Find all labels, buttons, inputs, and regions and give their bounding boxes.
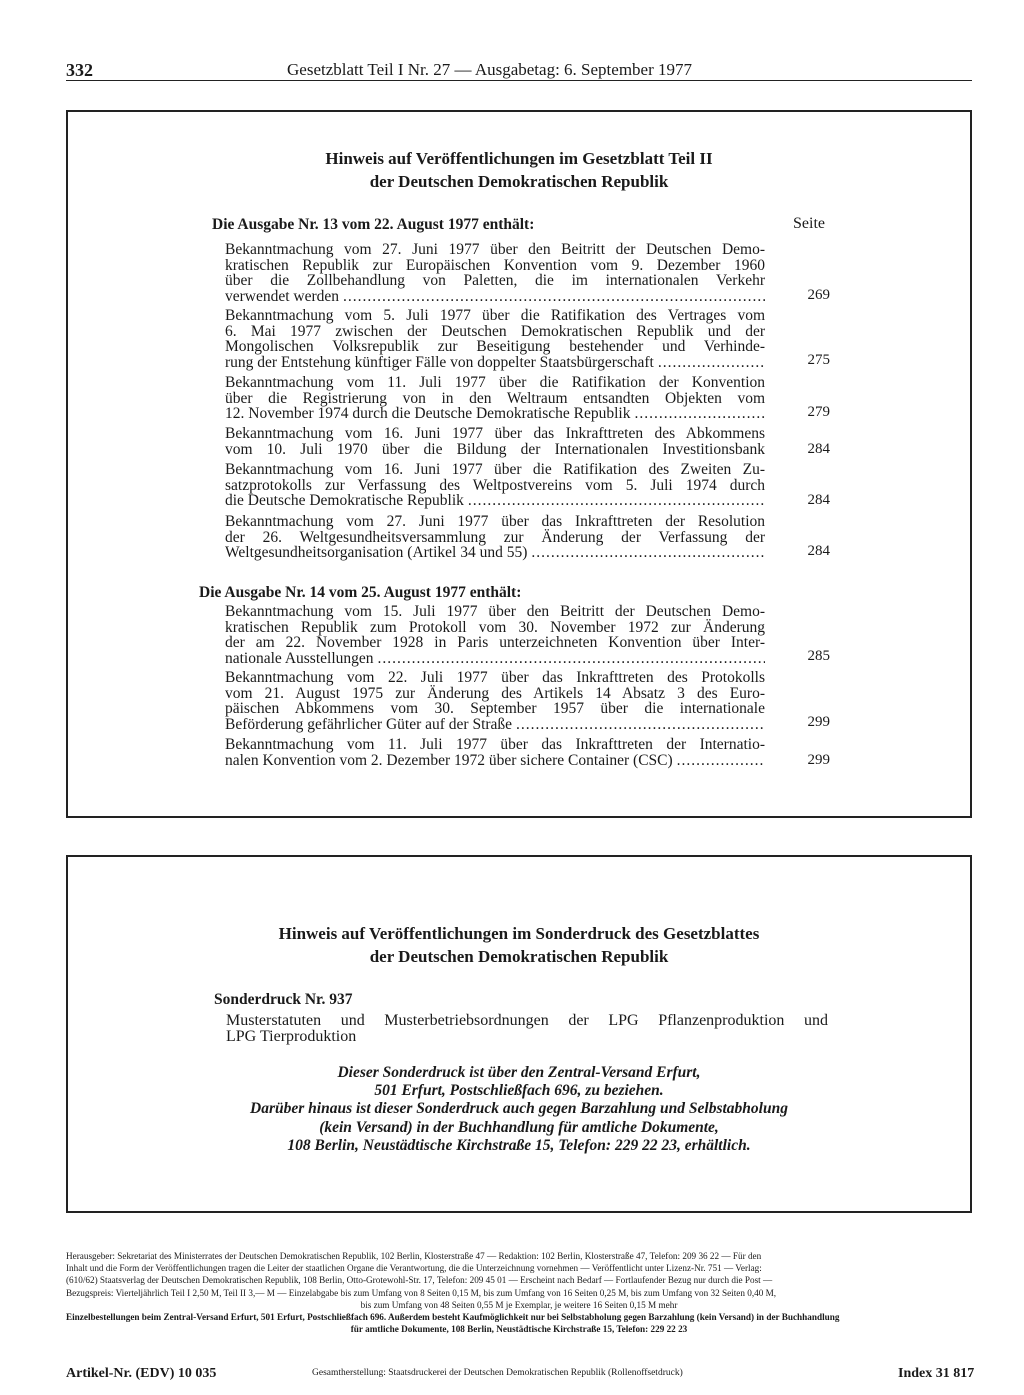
notice-box-teil-ii <box>66 110 972 818</box>
imprint-line: Herausgeber: Sekretariat des Ministerrates der Deutschen Demokratischen Republik, 102 Berlin, Klosterstraße 47 — Redaktion: 102 Berlin, Klosterstraße 47, Telefon: 209 36 22 — Für den <box>66 1251 762 1261</box>
entry-13-5 <box>225 462 765 509</box>
page-ref: 275 <box>807 352 830 368</box>
note-line: Darüber hinaus ist dieser Sonderdruck auch gegen Barzahlung und Selbstabholung <box>250 1100 788 1118</box>
entry-last-line <box>225 545 765 561</box>
leader-dots <box>677 753 765 769</box>
entry-line: Bekanntmachung vom 11. Juli 1977 über die Ratifikation der Konvention <box>225 374 765 391</box>
page-header <box>66 58 972 81</box>
entry-14-2 <box>225 670 765 732</box>
entry-last-text: nationale Ausstellungen <box>225 649 374 667</box>
article-number: Artikel-Nr. (EDV) 10 035 <box>66 1366 217 1381</box>
sonderdruck-line: LPG Tierproduktion <box>226 1027 357 1045</box>
entry-13-4 <box>225 426 765 457</box>
entry-last-text: nalen Konvention vom 2. Dezember 1972 über sichere Container (CSC) <box>225 751 673 769</box>
imprint-bold-line: Einzelbestellungen beim Zentral-Versand Erfurt, 501 Erfurt, Postschließfach 696. Außerdem besteht Kaufmöglichkeit nur bei Selbstabholung gegen Barzahlung (kein Versand) in der Buchhandlung <box>66 1312 840 1323</box>
leader-dots <box>468 493 765 509</box>
gazette-title: Gesetzblatt Teil I Nr. 27 — Ausgabetag: 6. September 1977 <box>287 60 692 79</box>
page-ref: 279 <box>807 404 830 420</box>
imprint-line: Bezugspreis: Vierteljährlich Teil I 2,50 M, Teil II 3,— M — Einzelabgabe bis zum Umfang von 8 Seiten 0,15 M, bis zum Umfang von 16 Seiten 0,25 M, bis zum Umfang von 32 Seiten 0,40 M, <box>66 1287 777 1298</box>
issue-13-title: Die Ausgabe Nr. 13 vom 22. August 1977 enthält: <box>212 216 535 233</box>
page-ref: 284 <box>807 543 830 559</box>
entry-last-text: Beförderung gefährlicher Güter auf der Straße <box>225 715 513 733</box>
entry-line: der 26. Weltgesundheitsversammlung zur Änderung der Verfassung der <box>225 528 765 546</box>
index-number: Index 31 817 <box>898 1366 975 1381</box>
entry-line: 6. Mai 1977 zwischen der Deutschen Demokratischen Republik und der <box>225 322 765 340</box>
box1-heading-line1: Hinweis auf Veröffentlichungen im Gesetzblatt Teil II <box>325 149 713 168</box>
page-number: 332 <box>66 60 93 80</box>
distribution-note <box>68 1064 970 1155</box>
entry-line: päischen Abkommens vom 30. September 1957 über die internationale <box>225 700 765 718</box>
entry-line: der am 22. November 1928 in Paris unterzeichneten Konvention über Inter- <box>225 634 765 652</box>
note-line: 108 Berlin, Neustädtische Kirchstraße 15, Telefon: 229 22 23, erhältlich. <box>287 1136 751 1154</box>
seite-label: Seite <box>793 215 825 232</box>
entry-line: Bekanntmachung vom 11. Juli 1977 über das Inkrafttreten der Internatio- <box>225 736 765 753</box>
box1-heading-line2: der Deutschen Demokratischen Republik <box>369 172 669 191</box>
entry-line: Bekanntmachung vom 27. Juni 1977 über das Inkrafttreten der Resolution <box>225 513 765 530</box>
sonderdruck-description <box>226 1013 828 1044</box>
issue-14-title: Die Ausgabe Nr. 14 vom 25. August 1977 enthält: <box>199 584 522 601</box>
page-ref: 299 <box>807 714 830 730</box>
entry-line: Bekanntmachung vom 15. Juli 1977 über den Beitritt der Deutschen Demo- <box>225 603 765 620</box>
box2-heading-line2: der Deutschen Demokratischen Republik <box>369 947 669 966</box>
imprint <box>66 1250 972 1335</box>
printer-info: Gesamtherstellung: Staatsdruckerei der Deutschen Demokratischen Republik (Rollenoffsetdruck) <box>312 1368 683 1378</box>
entry-last-line <box>225 355 765 371</box>
entry-last-line <box>225 651 765 667</box>
entry-last-line <box>225 406 765 422</box>
entry-line: kratischen Republik zum Protokoll vom 30. November 1972 zur Änderung <box>225 618 765 636</box>
imprint-bold-centered-line: für amtliche Dokumente, 108 Berlin, Neustädtische Kirchstraße 15, Telefon: 229 22 23 <box>350 1324 688 1335</box>
entry-last-line <box>225 717 765 733</box>
entry-last-text: Weltgesundheitsorganisation (Artikel 34 und 55) <box>225 544 528 562</box>
leader-dots <box>516 717 765 733</box>
page-ref: 284 <box>807 492 830 508</box>
sonderdruck-line: Musterstatuten und Musterbetriebsordnungen der LPG Pflanzenproduktion und <box>226 1012 828 1029</box>
sonderdruck-title: Sonderdruck Nr. 937 <box>214 991 353 1008</box>
leader-dots <box>634 406 765 422</box>
page-ref: 285 <box>807 648 830 664</box>
imprint-centered-line: bis zum Umfang von 48 Seiten 0,55 M je Exemplar, je weitere 16 Seiten 0,15 M mehr <box>360 1299 678 1310</box>
entry-line: satzprotokolls zur Verfassung des Weltpostvereins vom 5. Juli 1974 durch <box>225 476 765 494</box>
page-ref: 269 <box>807 287 830 303</box>
entry-line: Mongolischen Volksrepublik zur Beseitigung bestehender und Verhinde- <box>225 338 765 356</box>
entry-line: kratischen Republik zur Europäischen Konvention vom 9. Dezember 1960 <box>225 256 765 274</box>
entry-line: Bekanntmachung vom 16. Juni 1977 über das Inkrafttreten des Abkommens <box>225 425 765 442</box>
entry-13-6 <box>225 514 765 561</box>
entry-14-3 <box>225 737 765 768</box>
entry-line: Bekanntmachung vom 16. Juni 1977 über die Ratifikation des Zweiten Zu- <box>225 461 765 478</box>
entry-13-1 <box>225 242 765 304</box>
entry-line: über die Zollbehandlung von Paletten, die im internationalen Verkehr <box>225 272 765 290</box>
leader-dots <box>658 355 765 371</box>
note-line: (kein Versand) in der Buchhandlung für amtliche Dokumente, <box>319 1118 719 1136</box>
leader-dots <box>343 289 765 305</box>
page-ref: 299 <box>807 752 830 768</box>
entry-14-1 <box>225 604 765 666</box>
entry-13-2 <box>225 308 765 370</box>
imprint-line: (610/62) Staatsverlag der Deutschen Demokratischen Republik, 108 Berlin, Otto-Grotewohl-Str. 17, Telefon: 209 45 01 — Erscheint nach Bedarf — Fortlaufender Bezug nur durch die Post — <box>66 1275 773 1286</box>
entry-last-text: 12. November 1974 durch die Deutsche Demokratische Republik <box>225 405 631 423</box>
leader-dots <box>531 545 765 561</box>
imprint-line: Inhalt und die Form der Veröffentlichungen tragen die Leiter der staatlichen Organe die Verantwortung, die die Unterzeichnung vornehmen — Veröffentlicht unter Lizenz-Nr. 751 — Verlag: <box>66 1263 762 1274</box>
note-line: 501 Erfurt, Postschließfach 696, zu beziehen. <box>374 1082 664 1100</box>
entry-13-3 <box>225 375 765 422</box>
entry-last-line <box>225 493 765 509</box>
entry-line: Bekanntmachung vom 27. Juni 1977 über den Beitritt der Deutschen Demo- <box>225 241 765 258</box>
entry-line: Bekanntmachung vom 5. Juli 1977 über die Ratifikation des Vertrages vom <box>225 307 765 324</box>
entry-last-text: die Deutsche Demokratische Republik <box>225 492 464 510</box>
note-line: Dieser Sonderdruck ist über den Zentral-Versand Erfurt, <box>337 1064 701 1081</box>
entry-line: vom 21. August 1975 zur Änderung des Artikels 14 Absatz 3 des Euro- <box>225 684 765 702</box>
notice-box-sonderdruck <box>66 855 972 1213</box>
entry-line: Bekanntmachung vom 22. Juli 1977 über das Inkrafttreten des Protokolls <box>225 669 765 686</box>
leader-dots <box>378 651 765 667</box>
entry-last-text: rung der Entstehung künftiger Fälle von doppelter Staatsbürgerschaft <box>225 353 654 371</box>
entry-line: vom 10. Juli 1970 über die Bildung der Internationalen Investitionsbank <box>225 440 765 458</box>
page-ref: 284 <box>807 441 830 457</box>
entry-last-line <box>225 289 765 305</box>
entry-last-text: verwendet werden <box>225 287 340 305</box>
box2-heading-line1: Hinweis auf Veröffentlichungen im Sonderdruck des Gesetzblattes <box>278 924 760 943</box>
entry-line: über die Registrierung von in den Weltraum entsandten Objekten vom <box>225 389 765 407</box>
entry-last-line <box>225 753 765 769</box>
